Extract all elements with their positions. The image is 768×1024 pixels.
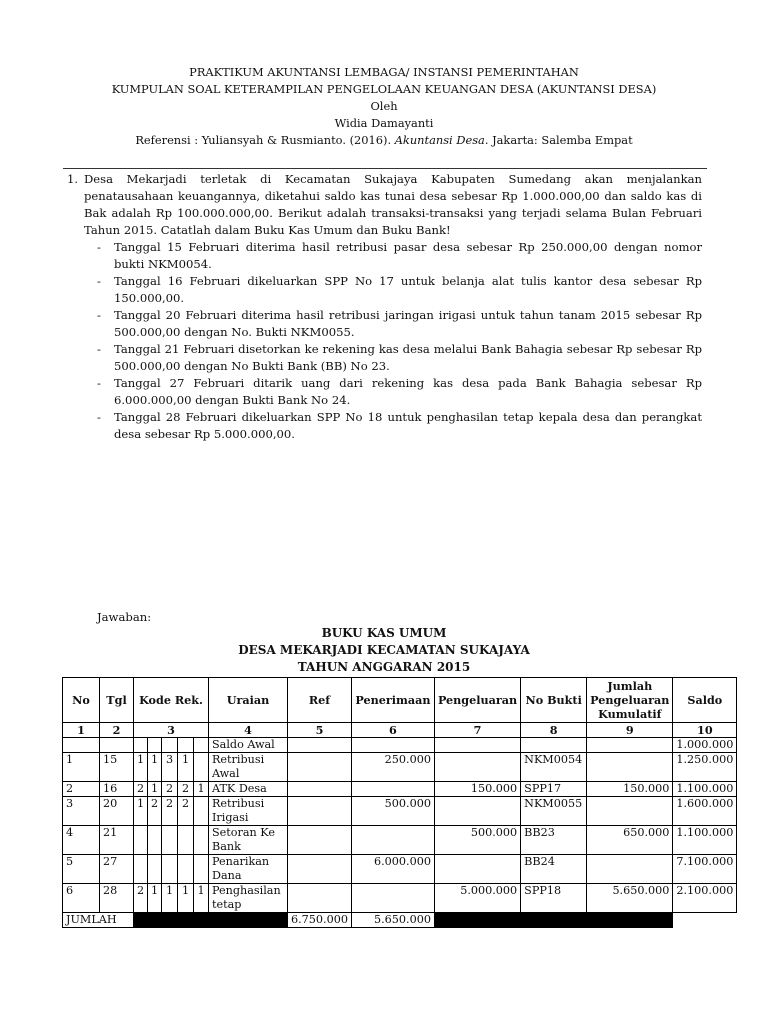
- row-balance: 1.250.000: [673, 753, 737, 782]
- row-description: Retribusi Irigasi: [209, 797, 288, 826]
- account-code-digit: [194, 826, 209, 855]
- account-code-digit: 1: [134, 753, 148, 782]
- column-header: Jumlah Pengeluaran Kumulatif: [587, 678, 673, 723]
- transaction-item: [84, 341, 702, 375]
- account-code-digit: [194, 797, 209, 826]
- row-date: 20: [100, 797, 134, 826]
- account-code-digit: 1: [178, 884, 194, 913]
- column-number: 5: [288, 723, 352, 738]
- row-number: 2: [63, 782, 100, 797]
- row-expense: [434, 855, 520, 884]
- row-ref: [288, 782, 352, 797]
- transaction-text: Tanggal 15 Februari diterima hasil retribusi pasar desa sebesar Rp 250.000,00 dengan nomor bukti NKM0054.: [114, 240, 702, 271]
- row-balance: 7.100.000: [673, 855, 737, 884]
- total-expense: 5.650.000: [351, 913, 434, 928]
- account-code-digit: [178, 826, 194, 855]
- row-number: [63, 738, 100, 753]
- transaction-list: [84, 239, 702, 443]
- transaction-text: Tanggal 20 Februari diterima hasil retribusi jaringan irigasi untuk tahun tanam 2015 sebesar Rp 500.000,00 dengan No. Bukti NKM0055.: [114, 308, 702, 339]
- row-proof-number: BB23: [521, 826, 587, 855]
- row-receipt: [351, 782, 434, 797]
- row-proof-number: SPP18: [521, 884, 587, 913]
- bullet-dash: -: [97, 410, 101, 424]
- header-author: Widia Damayanti: [334, 116, 434, 130]
- row-ref: [288, 884, 352, 913]
- column-header: Pengeluaran: [434, 678, 520, 723]
- row-date: 15: [100, 753, 134, 782]
- account-code-digit: 2: [178, 782, 194, 797]
- row-date: 27: [100, 855, 134, 884]
- column-number: 9: [587, 723, 673, 738]
- account-code-digit: [194, 738, 209, 753]
- account-code-digit: [134, 855, 148, 884]
- table-row: [63, 797, 737, 826]
- account-code-digit: 2: [134, 782, 148, 797]
- row-proof-number: [521, 738, 587, 753]
- column-number: 2: [100, 723, 134, 738]
- row-balance: 1.000.000: [673, 738, 737, 753]
- column-header: No: [63, 678, 100, 723]
- transaction-text: Tanggal 28 Februari dikeluarkan SPP No 18 untuk penghasilan tetap kepala desa dan perangkat desa sebesar Rp 5.000.000,00.: [114, 410, 702, 441]
- account-code-digit: 1: [178, 753, 194, 782]
- table-row: [63, 738, 737, 753]
- row-date: 28: [100, 884, 134, 913]
- row-cumulative: [587, 797, 673, 826]
- account-code-digit: 1: [194, 782, 209, 797]
- table-title-line3: TAHUN ANGGARAN 2015: [297, 660, 471, 674]
- row-proof-number: SPP17: [521, 782, 587, 797]
- transaction-text: Tanggal 16 Februari dikeluarkan SPP No 17 untuk belanja alat tulis kantor desa sebesar Rp 150.000,00.: [114, 274, 702, 305]
- transaction-item: [84, 307, 702, 341]
- row-receipt: [351, 884, 434, 913]
- row-cumulative: 5.650.000: [587, 884, 673, 913]
- row-number: 5: [63, 855, 100, 884]
- column-header: Tgl: [100, 678, 134, 723]
- account-code-digit: [194, 753, 209, 782]
- row-balance: 1.100.000: [673, 826, 737, 855]
- total-receipt: 6.750.000: [288, 913, 352, 928]
- row-date: 16: [100, 782, 134, 797]
- row-ref: [288, 855, 352, 884]
- table-row: [63, 826, 737, 855]
- question-number: 1.: [67, 172, 79, 186]
- row-description: ATK Desa: [209, 782, 288, 797]
- table-row: [63, 884, 737, 913]
- column-number: 7: [434, 723, 520, 738]
- account-code-digit: 1: [134, 797, 148, 826]
- row-number: 3: [63, 797, 100, 826]
- row-balance: 1.100.000: [673, 782, 737, 797]
- column-header: Uraian: [209, 678, 288, 723]
- column-number: 8: [521, 723, 587, 738]
- account-code-digit: 2: [162, 782, 178, 797]
- table-title-line2: DESA MEKARJADI KECAMATAN SUKAJAYA: [238, 643, 530, 657]
- row-balance: 1.600.000: [673, 797, 737, 826]
- document-header: [0, 64, 768, 149]
- header-reference: Referensi : Yuliansyah & Rusmianto. (2016). Akuntansi Desa. Jakarta: Salemba Empat: [135, 133, 633, 147]
- account-code-digit: 3: [162, 753, 178, 782]
- header-subtitle-line: KUMPULAN SOAL KETERAMPILAN PENGELOLAAN KEUANGAN DESA (AKUNTANSI DESA): [111, 82, 657, 96]
- account-code-digit: [162, 855, 178, 884]
- row-expense: [434, 797, 520, 826]
- transaction-item: [84, 273, 702, 307]
- account-code-digit: 1: [148, 753, 162, 782]
- transaction-item: [84, 239, 702, 273]
- bullet-dash: -: [97, 274, 101, 288]
- bullet-dash: -: [97, 240, 101, 254]
- header-title-line: PRAKTIKUM AKUNTANSI LEMBAGA/ INSTANSI PEMERINTAHAN: [189, 65, 579, 79]
- row-ref: [288, 753, 352, 782]
- row-number: 4: [63, 826, 100, 855]
- account-code-digit: 1: [194, 884, 209, 913]
- header-divider: [63, 168, 707, 169]
- row-receipt: [351, 738, 434, 753]
- row-date: 21: [100, 826, 134, 855]
- reference-book-title: Akuntansi Desa: [394, 133, 485, 147]
- header-by-line: Oleh: [370, 99, 398, 113]
- account-code-digit: 1: [148, 782, 162, 797]
- row-proof-number: BB24: [521, 855, 587, 884]
- row-expense: 500.000: [434, 826, 520, 855]
- table-header-row: [63, 678, 737, 723]
- account-code-digit: [148, 855, 162, 884]
- column-number: 3: [134, 723, 209, 738]
- row-date: [100, 738, 134, 753]
- row-description: Retribusi Awal: [209, 753, 288, 782]
- row-receipt: [351, 826, 434, 855]
- transaction-text: Tanggal 21 Februari disetorkan ke rekening kas desa melalui Bank Bahagia sebesar Rp sebesar Rp 500.000,00 dengan No Bukti Bank (BB) No 23.: [114, 342, 702, 373]
- column-header: No Bukti: [521, 678, 587, 723]
- row-proof-number: NKM0055: [521, 797, 587, 826]
- total-label: JUMLAH: [63, 913, 134, 928]
- table-row: [63, 782, 737, 797]
- total-row: [63, 913, 737, 928]
- account-code-digit: [148, 826, 162, 855]
- account-code-digit: [178, 738, 194, 753]
- row-description: Setoran Ke Bank: [209, 826, 288, 855]
- row-expense: 150.000: [434, 782, 520, 797]
- bullet-dash: -: [97, 342, 101, 356]
- row-ref: [288, 797, 352, 826]
- question-block: [67, 171, 702, 443]
- account-code-digit: [178, 855, 194, 884]
- account-code-digit: [148, 738, 162, 753]
- table-row: [63, 753, 737, 782]
- row-ref: [288, 738, 352, 753]
- bullet-dash: -: [97, 376, 101, 390]
- row-cumulative: [587, 738, 673, 753]
- account-code-digit: 2: [134, 884, 148, 913]
- account-code-digit: [134, 826, 148, 855]
- row-expense: [434, 753, 520, 782]
- row-receipt: 250.000: [351, 753, 434, 782]
- question-text: Desa Mekarjadi terletak di Kecamatan Sukajaya Kabupaten Sumedang akan menjalankan penatausahaan keuangannya, diketahui saldo kas tunai desa sebesar Rp 1.000.000,00 dan saldo kas di Bak adalah Rp 100.000.000,00. Berikut adalah transaksi-transaksi yang terjadi selama Bulan Februari Tahun 2015. Catatlah dalam Buku Kas Umum dan Buku Bank!: [84, 172, 702, 237]
- column-header: Saldo: [673, 678, 737, 723]
- row-description: Penghasilan tetap: [209, 884, 288, 913]
- column-number: 10: [673, 723, 737, 738]
- row-expense: [434, 738, 520, 753]
- account-code-digit: [134, 738, 148, 753]
- transaction-item: [84, 375, 702, 409]
- column-header: Penerimaan: [351, 678, 434, 723]
- row-description: Penarikan Dana: [209, 855, 288, 884]
- account-code-digit: [194, 855, 209, 884]
- row-receipt: 500.000: [351, 797, 434, 826]
- cash-book-table: [62, 677, 737, 928]
- transaction-text: Tanggal 27 Februari ditarik uang dari rekening kas desa pada Bank Bahagia sebesar Rp 6.000.000,00 dengan Bukti Bank No 24.: [114, 376, 702, 407]
- account-code-digit: 2: [178, 797, 194, 826]
- column-number: 1: [63, 723, 100, 738]
- account-code-digit: 2: [162, 797, 178, 826]
- bullet-dash: -: [97, 308, 101, 322]
- account-code-digit: 2: [148, 797, 162, 826]
- row-cumulative: [587, 753, 673, 782]
- transaction-item: [84, 409, 702, 443]
- account-code-digit: 1: [148, 884, 162, 913]
- account-code-digit: [162, 738, 178, 753]
- table-title: [0, 625, 768, 676]
- account-code-digit: [162, 826, 178, 855]
- column-header: Ref: [288, 678, 352, 723]
- row-description: Saldo Awal: [209, 738, 288, 753]
- row-cumulative: [587, 855, 673, 884]
- column-number: 6: [351, 723, 434, 738]
- row-number: 1: [63, 753, 100, 782]
- row-expense: 5.000.000: [434, 884, 520, 913]
- account-code-digit: 1: [162, 884, 178, 913]
- row-proof-number: NKM0054: [521, 753, 587, 782]
- row-number: 6: [63, 884, 100, 913]
- row-balance: 2.100.000: [673, 884, 737, 913]
- row-cumulative: 650.000: [587, 826, 673, 855]
- row-cumulative: 150.000: [587, 782, 673, 797]
- blacked-out-cell: [134, 913, 288, 928]
- row-ref: [288, 826, 352, 855]
- answer-label: Jawaban:: [97, 610, 152, 624]
- column-header: Kode Rek.: [134, 678, 209, 723]
- blacked-out-cell: [434, 913, 672, 928]
- table-row: [63, 855, 737, 884]
- column-number-row: [63, 723, 737, 738]
- row-receipt: 6.000.000: [351, 855, 434, 884]
- column-number: 4: [209, 723, 288, 738]
- table-title-line1: BUKU KAS UMUM: [321, 626, 447, 640]
